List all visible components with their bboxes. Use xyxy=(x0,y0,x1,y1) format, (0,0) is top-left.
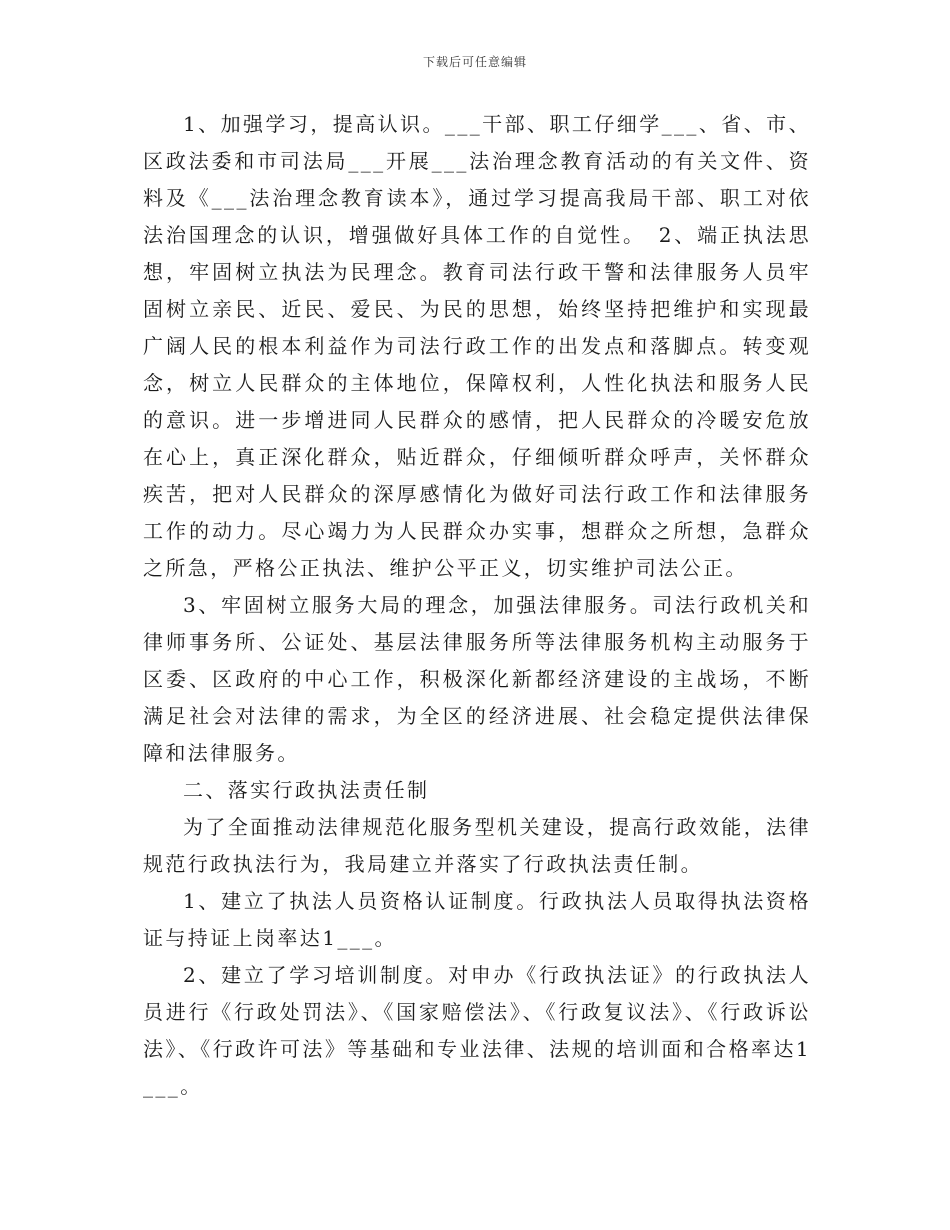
page-header: 下载后可任意编辑 xyxy=(422,55,527,69)
paragraph-training-system: 2、建立了学习培训制度。对申办《行政执法证》的行政执法人员进行《行政处罚法》、《国家赔偿法》、《行政复议法》、《行政诉讼法》、《行政许可法》等基础和专业法律、法规的培训面和合格率达1___。 xyxy=(143,963,811,1098)
paragraph-qualification-certification: 1、建立了执法人员资格认证制度。行政执法人员取得执法资格证与持证上岗率达1___。 xyxy=(143,889,811,950)
paragraph-service-overall-situation: 3、牢固树立服务大局的理念，加强法律服务。司法行政机关和律师事务所、公证处、基层法律服务所等法律服务机构主动服务于区委、区政府的中心工作，积极深化新都经济建设的主战场，不断满足社会对法律的需求，为全区的经济进展、社会稳定提供法律保障和法律服务。 xyxy=(143,593,811,765)
section-heading-enforcement-responsibility: 二、落实行政执法责任制 xyxy=(183,778,430,802)
document-body xyxy=(143,106,811,1105)
paragraph-responsibility-intro: 为了全面推动法律规范化服务型机关建设，提高行政效能，法律规范行政执法行为，我局建立并落实了行政执法责任制。 xyxy=(143,815,811,876)
paragraph-study-and-enforcement-thinking: 1、加强学习，提高认识。___干部、职工仔细学___、省、市、区政法委和市司法局___开展___法治理念教育活动的有关文件、资料及《___法治理念教育读本》，通过学习提高我局干部、职工对依法治国理念的认识，增强做好具体工作的自觉性。 2、端正执法思想，牢固树立执法为民理念。教育司法行政干警和法律服务人员牢固树立亲民、近民、爱民、为民的思想，始终坚持把维护和实现最广阔人民的根本利益作为司法行政工作的出发点和落脚点。转变观念，树立人民群众的主体地位，保障权利，人性化执法和服务人民的意识。进一步增进同人民群众的感情，把人民群众的冷暖安危放在心上，真正深化群众，贴近群众，仔细倾听群众呼声，关怀群众疾苦，把对人民群众的深厚感情化为做好司法行政工作和法律服务工作的动力。尽心竭力为人民群众办实事，想群众之所想，急群众之所急，严格公正执法、维护公平正义，切实维护司法公正。 xyxy=(143,112,811,580)
